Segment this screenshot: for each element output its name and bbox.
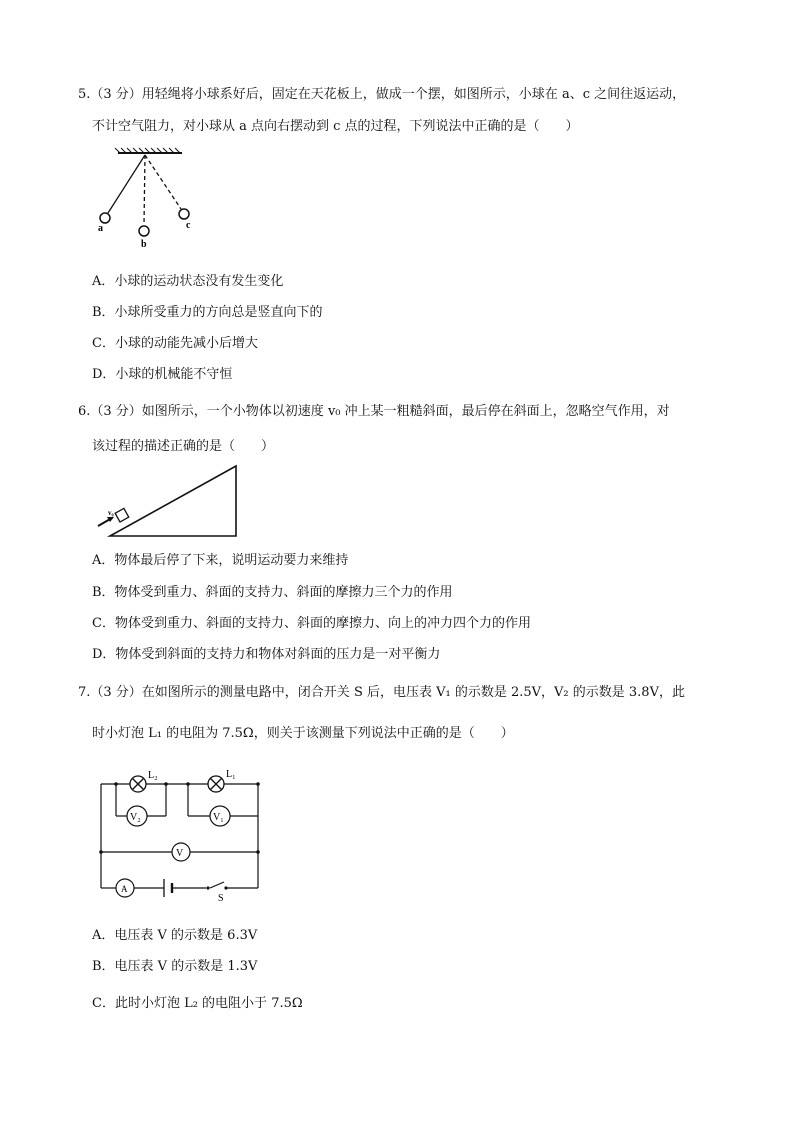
label-a-meter: A — [121, 884, 128, 894]
label-v: V — [176, 848, 184, 859]
label-v1: V₁ — [213, 812, 224, 823]
q5-stem-line1: 5.（3 分）用轻绳将小球系好后，固定在天花板上，做成一个摆，如图所示，小球在 a、c 之间往返运动， — [78, 87, 686, 102]
pendulum-figure — [90, 148, 220, 258]
block — [115, 508, 129, 522]
label-c: c — [186, 220, 191, 231]
label-l1: L₁ — [226, 769, 236, 780]
q5-option-d: D．小球的机械能不守恒 — [92, 367, 233, 382]
incline-figure — [96, 464, 241, 540]
label-l2: L₂ — [148, 770, 158, 781]
label-v2: V₂ — [130, 812, 141, 823]
ball-a — [100, 213, 110, 223]
q5-stem-line2: 不计空气阻力，对小球从 a 点向右摆动到 c 点的过程，下列说法中正确的是（ ） — [92, 119, 579, 134]
q6-option-b: B．物体受到重力、斜面的支持力、斜面的摩擦力三个力的作用 — [92, 585, 453, 600]
q5-option-b: B．小球所受重力的方向总是竖直向下的 — [92, 305, 323, 320]
label-v0: v₀ — [108, 509, 114, 517]
battery — [164, 879, 172, 897]
q6-option-c: C．物体受到重力、斜面的支持力、斜面的摩擦力、向上的冲力四个力的作用 — [92, 616, 531, 631]
lamp-l1 — [208, 776, 224, 792]
q7-option-b: B．电压表 V 的示数是 1.3V — [92, 959, 258, 974]
q6-stem-line2: 该过程的描述正确的是（ ） — [92, 439, 275, 454]
q5-option-a: A．小球的运动状态没有发生变化 — [92, 274, 284, 289]
ball-b — [139, 226, 149, 236]
q6-stem-line1: 6.（3 分）如图所示，一个小物体以初速度 v₀ 冲上某一粗糙斜面，最后停在斜面上，忽略空气作用，对 — [78, 404, 670, 419]
label-a: a — [98, 223, 103, 234]
label-s: S — [218, 893, 224, 904]
q6-option-d: D．物体受到斜面的支持力和物体对斜面的压力是一对平衡力 — [92, 647, 441, 662]
label-b: b — [141, 239, 147, 250]
q6-option-a: A．物体最后停了下来，说明运动要力来维持 — [92, 553, 349, 568]
q7-stem-line2: 时小灯泡 L₁ 的电阻为 7.5Ω，则关于该测量下列说法中正确的是（ ） — [92, 726, 514, 741]
q7-option-c: C．此时小灯泡 L₂ 的电阻小于 7.5Ω — [92, 996, 303, 1011]
lamp-l2 — [130, 776, 146, 792]
q7-option-a: A．电压表 V 的示数是 6.3V — [92, 928, 258, 943]
circuit-figure — [96, 764, 266, 904]
switch — [206, 886, 209, 889]
ball-c — [179, 209, 189, 219]
q5-option-c: C．小球的动能先减小后增大 — [92, 336, 258, 351]
q7-stem-line1: 7.（3 分）在如图所示的测量电路中，闭合开关 S 后，电压表 V₁ 的示数是 2.5V，V₂ 的示数是 3.8V，此 — [78, 685, 685, 700]
